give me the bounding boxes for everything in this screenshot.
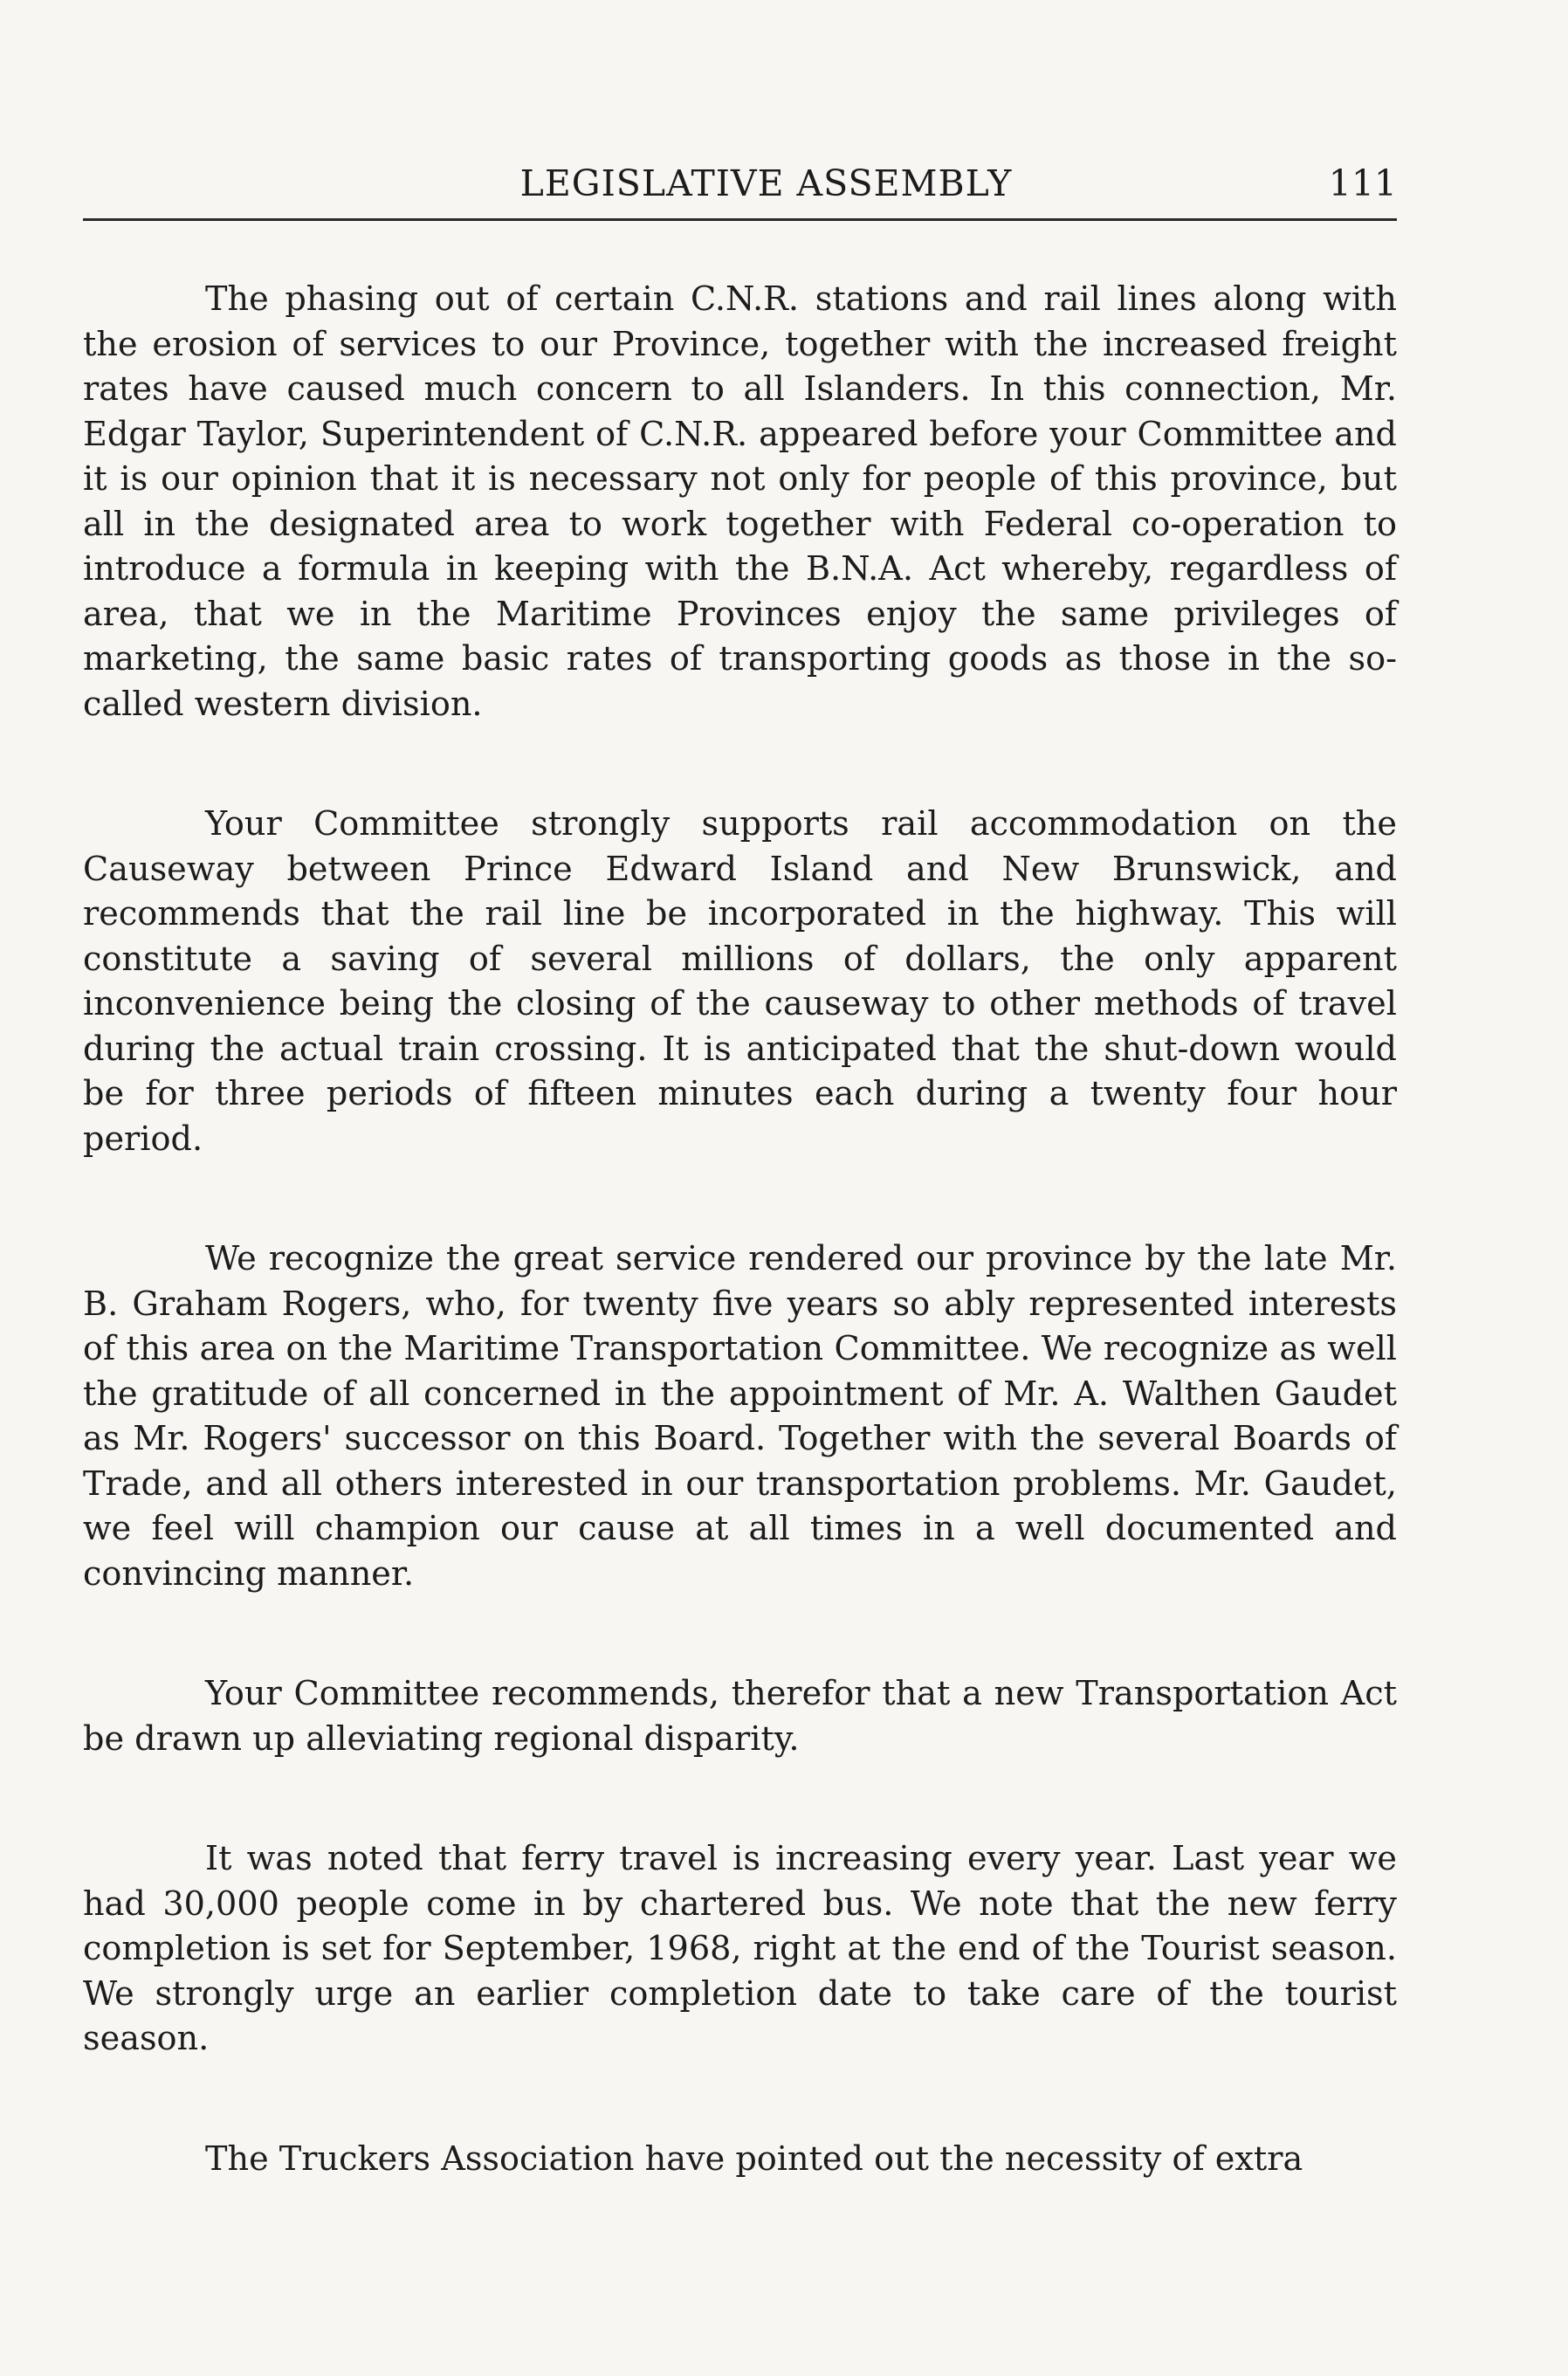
paragraph: Your Committee recommends, therefor that a new Transportation Act be drawn up alleviating regional disparity. [83,1675,1397,1759]
paragraph: The phasing out of certain C.N.R. stations and rail lines along with the erosion of services to our Province, together with the increased freight rates have caused much concern to all Islanders. In this connection, Mr. Edgar Taylor, Superintendent of C.N.R. appeared before your Committee and it is our opinion that it is necessary not only for people of this province, but all in the designated area to work together with Federal co-operation to introduce a formula in keeping with the B.N.A. Act whereby, regardless of area, that we in the Maritime Provinces enjoy the same privileges of marketing, the same basic rates of transporting goods as those in the so-called western division. [83,280,1397,724]
page-number: 111 [1328,162,1397,204]
body-text [83,278,1397,2182]
page-header [83,155,1397,208]
document-page [83,0,1397,2376]
paragraph: The Truckers Association have pointed out the necessity of extra [205,2139,1303,2179]
paragraph: It was noted that ferry travel is increasing every year. Last year we had 30,000 people come in by chartered bus. We note that the new ferry completion is set for September, 1968, right at the end of the Tourist season. We strongly urge an earlier completion date to take care of the tourist season. [83,1840,1397,2058]
header-rule [83,218,1397,221]
running-title: LEGISLATIVE ASSEMBLY [519,162,1013,204]
paragraph: We recognize the great service rendered our province by the late Mr. B. Graham Rogers, who, for twenty five years so ably represented interests of this area on the Maritime Transportation Committee. We recognize as well the gratitude of all concerned in the appointment of Mr. A. Walthen Gaudet as Mr. Rogers' successor on this Board. Together with the several Boards of Trade, and all others interested in our transportation problems. Mr. Gaudet, we feel will champion our cause at all times in a well documented and convincing manner. [83,1240,1397,1594]
paragraph: Your Committee strongly supports rail accommodation on the Causeway between Prince Edward Island and New Brunswick, and recommends that the rail line be incorporated in the highway. This will constitute a saving of several millions of dollars, the only apparent inconvenience being the closing of the causeway to other methods of travel during the actual train crossing. It is anticipated that the shut-down would be for three periods of fifteen minutes each during a twenty four hour period. [83,805,1397,1159]
